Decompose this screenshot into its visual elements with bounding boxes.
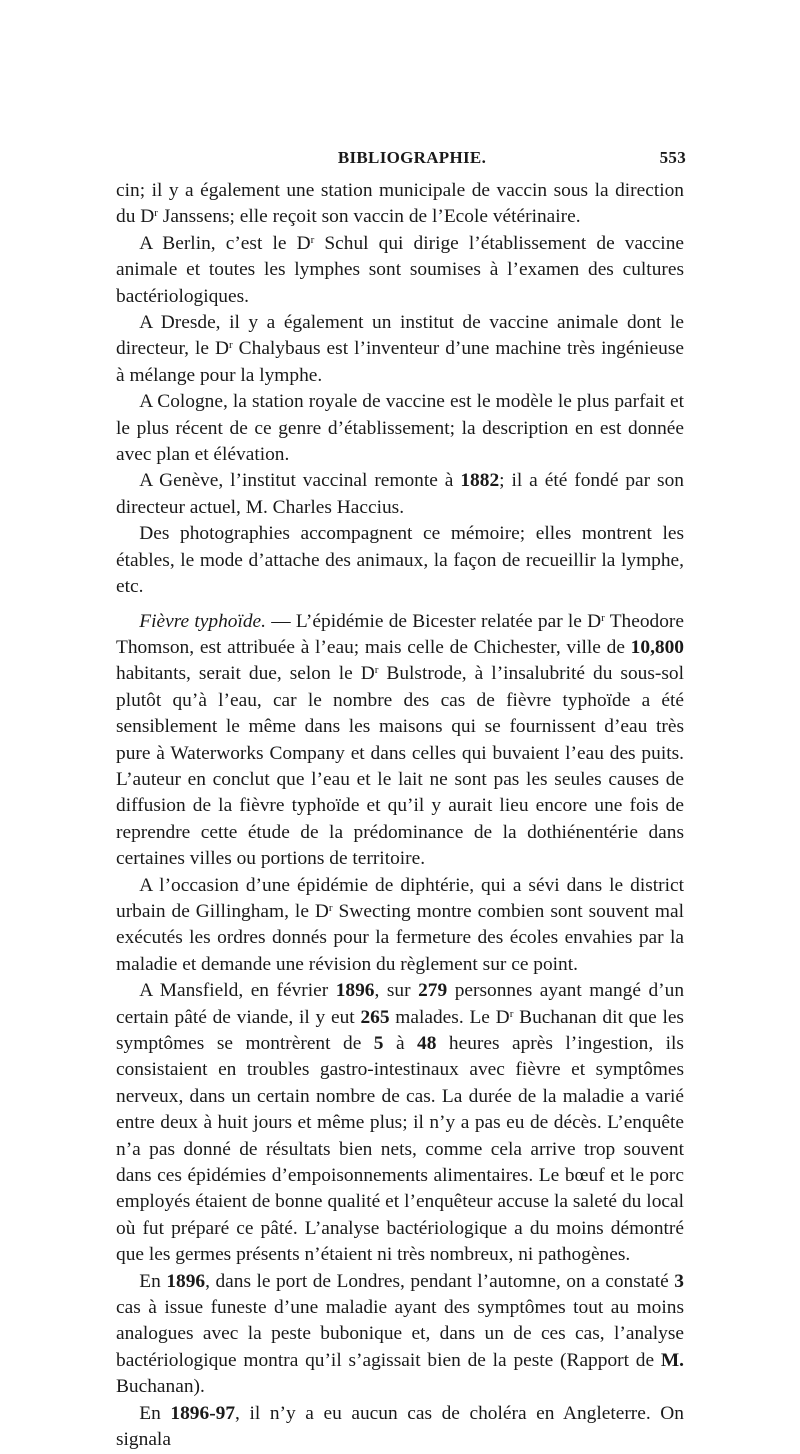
paragraph — [116, 1401, 684, 1454]
text-run: Theodore Thomson, est attribuée à l’eau; mais celle de Chichester, ville de — [116, 610, 684, 658]
text-run: A l’occasion d’une épidémie de diphtérie, qui a sévi dans le district urbain de Gillingham, le D — [116, 874, 684, 922]
text-run: ; il a été fondé par son directeur actuel, M. Charles Haccius. — [116, 470, 684, 518]
superscript: r — [154, 207, 158, 220]
text-run: Swecting montre combien sont souvent mal exécutés les ordres donnés pour la fermeture des écoles envahies par la maladie et demande une révision du règlement sur ce point. — [116, 900, 684, 975]
text-run: Bulstrode, à l’insalubrité du sous-sol plutôt qu’à l’eau, car le nombre des cas de fièvre typhoïde a été sensiblement le même dans les maisons qui se fournissent d’eau très pure à Waterworks Company et dans celles qui buvaient l’eau des puits. L’auteur en conclut que l’eau et le lait ne sont pas les seules causes de diffusion de la fièvre typhoïde et qu’il y aurait lieu encore une fois de reprendre cette étude de la prédominance de la dothiénentérie dans certaines villes ou portions de territoire. — [116, 663, 684, 870]
text-run: Buchanan). — [116, 1376, 205, 1398]
paragraph — [116, 873, 684, 979]
paragraph — [116, 468, 684, 521]
text-run: En — [139, 1402, 171, 1424]
text-run: , il n’y a eu aucun cas de choléra en Angleterre. On signala — [116, 1402, 684, 1451]
numeral: 1896 — [166, 1270, 206, 1292]
text-run: Chalybaus est l’inventeur d’une machine très ingénieuse à mélange pour la lymphe. — [116, 338, 684, 386]
text-run: Schul qui dirige l’établissement de vaccine animale et toutes les lymphes sont soumises à l’examen des cultures bactériologiques. — [116, 232, 684, 307]
text-run: à — [383, 1033, 418, 1054]
numeral: 3 — [674, 1270, 684, 1292]
running-head-title: BIBLIOGRAPHIE. — [337, 148, 487, 167]
text-run: , sur — [374, 980, 419, 1002]
superscript: r — [601, 611, 605, 624]
text-run: A Genève, l’institut vaccinal remonte à — [139, 470, 461, 492]
section-heading: Fièvre typhoïde. — [139, 610, 266, 632]
numeral: 265 — [360, 1006, 390, 1028]
paragraph — [116, 1269, 684, 1401]
numeral: M. — [660, 1349, 684, 1371]
book-page — [116, 148, 686, 1451]
running-head — [116, 148, 684, 178]
text-run: A Dresde, il y a également un institut de vaccine animale dont le directeur, le D — [116, 312, 684, 360]
numeral: 1882 — [460, 470, 500, 492]
text-run: Janssens; elle reçoit son vaccin de l’Ecole vétérinaire. — [157, 206, 581, 228]
text-run: A Cologne, la station royale de vaccine est le modèle le plus parfait et le plus récent de ce genre d’établissement; la description en est donnée avec plan et élévation. — [116, 391, 684, 466]
text-run: , dans le port de Londres, pendant l’automne, on a constaté — [205, 1270, 675, 1292]
paragraph — [116, 178, 684, 231]
superscript: r — [509, 1007, 514, 1020]
paragraph — [116, 609, 684, 873]
text-run: Des photographies accompagnent ce mémoire; elles montrent les étables, le mode d’attache des animaux, la façon de recueillir la lymphe, etc. — [116, 523, 684, 598]
body-text — [116, 178, 684, 1454]
text-run: cas à issue funeste d’une maladie ayant des symptômes tout au moins analogues avec la peste bubonique et, dans un de ces cas, l’analyse bactériologique montra qu’il s’agissait bien de la peste (Rapport de — [116, 1297, 684, 1371]
numeral: 10,800 — [630, 636, 684, 658]
superscript: r — [310, 233, 315, 246]
superscript: r — [374, 664, 379, 677]
paragraph — [116, 978, 684, 1268]
numeral: 5 — [373, 1033, 384, 1054]
numeral: 1896-97 — [170, 1402, 236, 1424]
superscript: r — [328, 901, 333, 914]
text-run: A Berlin, c’est le D — [139, 232, 311, 254]
numeral: 279 — [418, 980, 448, 1002]
text-run: heures après l’ingestion, ils consistaient en troubles gastro-intestinaux avec fièvre et symptômes nerveux, dans un certain nombre de cas. La durée de la maladie a varié entre deux à huit jours et même plus; il n’y a pas eu de décès. L’enquête n’a pas donné de résultats bien nets, comme cela arrive trop souvent dans ces épidémies d’empoisonnements alimentaires. Le bœuf et le porc employés étaient de bonne qualité et l’enquêteur accuse la saleté du local où fut préparé ce pâté. L’analyse bactériologique a du moins démontré que les germes présents n’étaient ni très nombreux, ni pathogènes. — [116, 1033, 684, 1266]
text-run: cin; il y a également une station municipale de vaccin sous la direction du D — [116, 180, 684, 228]
text-run: A Mansfield, en février — [139, 980, 336, 1002]
text-run: Buchanan dit que les symptômes se montrèrent de — [116, 1006, 684, 1054]
text-run: malades. Le D — [389, 1006, 510, 1028]
paragraph — [116, 310, 684, 389]
numeral: 48 — [417, 1033, 437, 1054]
text-run: habitants, serait due, selon le D — [116, 663, 375, 685]
superscript: r — [229, 339, 233, 352]
paragraph — [116, 521, 684, 600]
page-number: 553 — [659, 148, 686, 167]
text-run: personnes ayant mangé d’un certain pâté de viande, il y eut — [116, 980, 685, 1028]
paragraph — [116, 389, 684, 468]
paragraph — [116, 231, 684, 310]
numeral: 1896 — [335, 980, 375, 1002]
text-run: En — [139, 1270, 167, 1292]
text-run: — L’épidémie de Bicester relatée par le D — [266, 610, 602, 632]
